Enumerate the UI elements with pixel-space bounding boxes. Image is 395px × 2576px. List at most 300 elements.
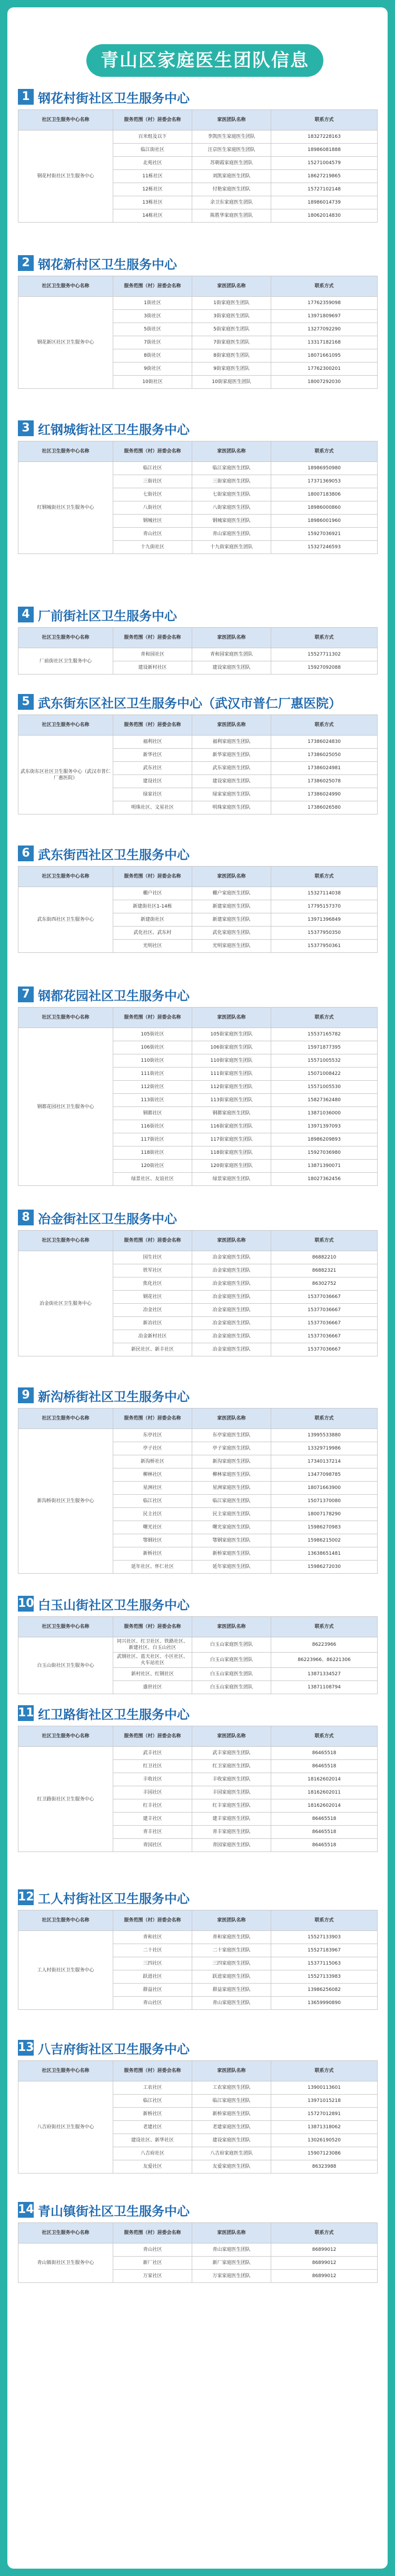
service-area-cell: 5街社区 bbox=[113, 323, 192, 336]
service-area-cell: 新村社区、红钢社区 bbox=[113, 1668, 192, 1681]
section-title: 白玉山街社区卫生服务中心 bbox=[38, 1597, 190, 1613]
section-number: 8 bbox=[18, 1210, 34, 1225]
column-header: 社区卫生服务中心名称 bbox=[18, 1910, 113, 1931]
team-name-cell: 118街家庭医生团队 bbox=[192, 1146, 271, 1160]
phone-cell: 18986014739 bbox=[271, 196, 378, 209]
section-number: 5 bbox=[18, 694, 34, 710]
service-area-cell: 丰园社区 bbox=[113, 1786, 192, 1799]
section-14 bbox=[18, 2200, 377, 2283]
phone-cell: 15727012891 bbox=[271, 2108, 378, 2121]
column-header: 联系方式 bbox=[271, 628, 378, 648]
column-header: 社区卫生服务中心名称 bbox=[18, 715, 113, 736]
team-name-cell: 10街家庭医生团队 bbox=[192, 376, 271, 389]
service-area-cell: 钢城社区 bbox=[113, 515, 192, 528]
phone-cell: 15271004579 bbox=[271, 157, 378, 170]
service-area-cell: 群益社区 bbox=[113, 1984, 192, 1997]
team-name-cell: 5街家庭医生团队 bbox=[192, 323, 271, 336]
phone-cell: 18986000860 bbox=[271, 501, 378, 515]
service-area-cell: 二十社区 bbox=[113, 1944, 192, 1957]
team-name-cell: 红丰家庭医生团队 bbox=[192, 1799, 271, 1813]
phone-cell: 15537165782 bbox=[271, 1028, 378, 1041]
service-area-cell: 红丰社区 bbox=[113, 1799, 192, 1813]
service-area-cell: 三四社区 bbox=[113, 1957, 192, 1970]
phone-cell: 17386025078 bbox=[271, 775, 378, 788]
table-row bbox=[18, 1747, 378, 1760]
phone-cell: 86465518 bbox=[271, 1826, 378, 1839]
section-header bbox=[18, 605, 377, 624]
phone-cell: 15986272030 bbox=[271, 1561, 378, 1574]
phone-cell: 17795157370 bbox=[271, 900, 378, 913]
column-header: 服务范围（村）居委会名称 bbox=[113, 2061, 192, 2081]
table-row bbox=[18, 1429, 378, 1442]
team-name-cell: 临江家庭医生团队 bbox=[192, 462, 271, 475]
column-header: 社区卫生服务中心名称 bbox=[18, 1726, 113, 1747]
team-name-cell: 延年家庭医生团队 bbox=[192, 1561, 271, 1574]
team-name-cell: 武化家庭医生团队 bbox=[192, 927, 271, 940]
table-row bbox=[18, 297, 378, 310]
service-area-cell: 七街社区 bbox=[113, 488, 192, 501]
team-name-cell: 老建家庭医生团队 bbox=[192, 2121, 271, 2134]
phone-cell: 18986209893 bbox=[271, 1133, 378, 1146]
phone-cell: 86302752 bbox=[271, 1277, 378, 1291]
phone-cell: 17762359098 bbox=[271, 297, 378, 310]
team-name-cell: 明珠家庭医生团队 bbox=[192, 801, 271, 814]
team-table bbox=[18, 1726, 378, 1852]
phone-cell: 13871036000 bbox=[271, 1107, 378, 1120]
service-area-cell: 钢花社区 bbox=[113, 1291, 192, 1304]
column-header: 服务范围（村）居委会名称 bbox=[113, 1910, 192, 1931]
phone-cell: 17386026580 bbox=[271, 801, 378, 814]
phone-cell: 17762300201 bbox=[271, 363, 378, 376]
column-header: 联系方式 bbox=[271, 276, 378, 297]
team-name-cell: 新沟家庭医生团队 bbox=[192, 1455, 271, 1468]
team-name-cell: 工农家庭医生团队 bbox=[192, 2081, 271, 2095]
team-table bbox=[18, 715, 378, 814]
team-name-cell: 丰收家庭医生团队 bbox=[192, 1773, 271, 1786]
column-header: 家医团队名称 bbox=[192, 2061, 271, 2081]
team-name-cell: 红卫家庭医生团队 bbox=[192, 1760, 271, 1773]
column-header: 社区卫生服务中心名称 bbox=[18, 110, 113, 130]
phone-cell: 15571005532 bbox=[271, 1054, 378, 1068]
phone-cell: 15727102148 bbox=[271, 183, 378, 196]
team-name-cell: 钢城家庭医生团队 bbox=[192, 515, 271, 528]
phone-cell: 15927092088 bbox=[271, 661, 378, 675]
team-name-cell: 柳林家庭医生团队 bbox=[192, 1468, 271, 1482]
phone-cell: 15377115063 bbox=[271, 1957, 378, 1970]
service-area-cell: 曙光社区 bbox=[113, 1521, 192, 1534]
section-header bbox=[18, 2200, 377, 2219]
team-name-cell: 116街家庭医生团队 bbox=[192, 1120, 271, 1133]
service-area-cell: 青和园社区 bbox=[113, 648, 192, 661]
section-number: 3 bbox=[18, 420, 34, 436]
team-name-cell: 二十家庭医生团队 bbox=[192, 1944, 271, 1957]
service-area-cell: 福利社区 bbox=[113, 736, 192, 749]
column-header: 家医团队名称 bbox=[192, 441, 271, 462]
service-area-cell: 明珠社区、文星社区 bbox=[113, 801, 192, 814]
team-name-cell: 新桥家庭医生团队 bbox=[192, 2108, 271, 2121]
team-name-cell: 冶金家庭医生团队 bbox=[192, 1343, 271, 1356]
section-5 bbox=[18, 692, 377, 814]
column-header: 家医团队名称 bbox=[192, 1408, 271, 1429]
team-name-cell: 新华家庭医生团队 bbox=[192, 749, 271, 762]
service-area-cell: 东亭社区 bbox=[113, 1429, 192, 1442]
column-header: 联系方式 bbox=[271, 867, 378, 887]
team-name-cell: 绿家家庭医生团队 bbox=[192, 788, 271, 801]
section-1 bbox=[18, 87, 377, 223]
team-table bbox=[18, 866, 378, 953]
column-header: 社区卫生服务中心名称 bbox=[18, 1231, 113, 1251]
service-area-cell: 丰收社区 bbox=[113, 1773, 192, 1786]
team-name-cell: 光明家庭医生团队 bbox=[192, 940, 271, 953]
section-2 bbox=[18, 254, 377, 389]
phone-cell: 13317182168 bbox=[271, 336, 378, 349]
center-name-cell: 八吉府街社区卫生服务中心 bbox=[18, 2081, 113, 2174]
column-header: 联系方式 bbox=[271, 441, 378, 462]
phone-cell: 15986215002 bbox=[271, 1534, 378, 1547]
team-name-cell: 新厂家庭医生团队 bbox=[192, 2257, 271, 2270]
phone-cell: 15927036980 bbox=[271, 1146, 378, 1160]
column-header: 联系方式 bbox=[271, 2223, 378, 2243]
team-name-cell: 七街家庭医生团队 bbox=[192, 488, 271, 501]
service-area-cell: 老建社区 bbox=[113, 2121, 192, 2134]
service-area-cell: 新厂社区 bbox=[113, 2257, 192, 2270]
service-area-cell: 工农社区 bbox=[113, 2081, 192, 2095]
phone-cell: 15377036667 bbox=[271, 1317, 378, 1330]
service-area-cell: 冶金新村社区 bbox=[113, 1330, 192, 1343]
phone-cell: 15377950350 bbox=[271, 927, 378, 940]
section-header bbox=[18, 1888, 377, 1907]
team-table bbox=[18, 276, 378, 389]
section-title: 厂前街社区卫生服务中心 bbox=[38, 608, 177, 623]
service-area-cell: 临江社区 bbox=[113, 462, 192, 475]
page-title: 青山区家庭医生团队信息 bbox=[86, 44, 323, 77]
service-area-cell: 113街社区 bbox=[113, 1094, 192, 1107]
service-area-cell: 120街社区 bbox=[113, 1160, 192, 1173]
team-name-cell: 冶金家庭医生团队 bbox=[192, 1251, 271, 1264]
phone-cell: 15907123086 bbox=[271, 2147, 378, 2160]
team-table bbox=[18, 1616, 378, 1694]
column-header: 社区卫生服务中心名称 bbox=[18, 1008, 113, 1028]
service-area-cell: 绿家社区 bbox=[113, 788, 192, 801]
column-header: 社区卫生服务中心名称 bbox=[18, 628, 113, 648]
section-title: 钢都花园社区卫生服务中心 bbox=[38, 988, 190, 1003]
service-area-cell: 青山社区 bbox=[113, 1997, 192, 2010]
column-header: 联系方式 bbox=[271, 1231, 378, 1251]
team-name-cell: 白玉山家庭医生团队 bbox=[192, 1637, 271, 1653]
phone-cell: 13995533880 bbox=[271, 1429, 378, 1442]
column-header: 服务范围（村）居委会名称 bbox=[113, 1408, 192, 1429]
phone-cell: 18986001960 bbox=[271, 515, 378, 528]
phone-cell: 18327228163 bbox=[271, 130, 378, 144]
service-area-cell: 武丰社区 bbox=[113, 1747, 192, 1760]
phone-cell: 13971397093 bbox=[271, 1120, 378, 1133]
phone-cell: 13871108794 bbox=[271, 1681, 378, 1694]
table-row bbox=[18, 736, 378, 749]
team-name-cell: 建设家庭医生团队 bbox=[192, 661, 271, 675]
section-number: 10 bbox=[18, 1596, 34, 1612]
phone-cell: 13971015218 bbox=[271, 2095, 378, 2108]
column-header: 联系方式 bbox=[271, 1617, 378, 1637]
phone-cell: 15377036667 bbox=[271, 1304, 378, 1317]
team-table bbox=[18, 1408, 378, 1574]
page-frame bbox=[7, 7, 388, 2569]
team-name-cell: 青园家庭医生团队 bbox=[192, 1839, 271, 1852]
section-number: 6 bbox=[18, 846, 34, 861]
phone-cell: 15527133903 bbox=[271, 1931, 378, 1944]
team-name-cell: 1街家庭医生团队 bbox=[192, 297, 271, 310]
phone-cell: 86899012 bbox=[271, 2257, 378, 2270]
phone-cell: 17386024990 bbox=[271, 788, 378, 801]
column-header: 社区卫生服务中心名称 bbox=[18, 1408, 113, 1429]
column-header: 服务范围（村）居委会名称 bbox=[113, 628, 192, 648]
service-area-cell: 青山社区 bbox=[113, 528, 192, 541]
column-header: 服务范围（村）居委会名称 bbox=[113, 867, 192, 887]
section-title: 工人村街社区卫生服务中心 bbox=[38, 1891, 190, 1906]
section-number: 7 bbox=[18, 987, 34, 1002]
phone-cell: 15986270983 bbox=[271, 1521, 378, 1534]
team-name-cell: 付艳家庭医生团队 bbox=[192, 183, 271, 196]
service-area-cell: 1街社区 bbox=[113, 297, 192, 310]
phone-cell: 13871318062 bbox=[271, 2121, 378, 2134]
center-name-cell: 冶金街社区卫生服务中心 bbox=[18, 1251, 113, 1356]
center-name-cell: 红卫路街社区卫生服务中心 bbox=[18, 1747, 113, 1852]
team-name-cell: 余卫东家庭医生团队 bbox=[192, 196, 271, 209]
team-name-cell: 冶金家庭医生团队 bbox=[192, 1264, 271, 1277]
service-area-cell: 延年社区、怀仁社区 bbox=[113, 1561, 192, 1574]
service-area-cell: 105街社区 bbox=[113, 1028, 192, 1041]
section-7 bbox=[18, 985, 377, 1186]
phone-cell: 13971396849 bbox=[271, 913, 378, 927]
team-name-cell: 东亭家庭医生团队 bbox=[192, 1429, 271, 1442]
team-name-cell: 李凯医生家庭医生团队 bbox=[192, 130, 271, 144]
service-area-cell: 焦化社区 bbox=[113, 1277, 192, 1291]
team-name-cell: 陈胜华家庭医生团队 bbox=[192, 209, 271, 223]
column-header: 服务范围（村）居委会名称 bbox=[113, 1008, 192, 1028]
team-name-cell: 八街家庭医生团队 bbox=[192, 501, 271, 515]
team-name-cell: 白玉山家庭医生团队 bbox=[192, 1668, 271, 1681]
center-name-cell: 钢都花园社区卫生服务中心 bbox=[18, 1028, 113, 1186]
section-6 bbox=[18, 844, 377, 953]
team-name-cell: 106街家庭医生团队 bbox=[192, 1041, 271, 1054]
column-header: 家医团队名称 bbox=[192, 110, 271, 130]
service-area-cell: 建设社区 bbox=[113, 775, 192, 788]
phone-cell: 17340137214 bbox=[271, 1455, 378, 1468]
section-title: 冶金街社区卫生服务中心 bbox=[38, 1211, 177, 1226]
team-name-cell: 临江家庭医生团队 bbox=[192, 1495, 271, 1508]
team-name-cell: 3街家庭医生团队 bbox=[192, 310, 271, 323]
service-area-cell: 跃进社区 bbox=[113, 1970, 192, 1984]
column-header: 家医团队名称 bbox=[192, 1726, 271, 1747]
service-area-cell: 111街社区 bbox=[113, 1068, 192, 1081]
section-header bbox=[18, 1208, 377, 1227]
service-area-cell: 八吉府社区 bbox=[113, 2147, 192, 2160]
team-name-cell: 曙光家庭医生团队 bbox=[192, 1521, 271, 1534]
service-area-cell: 星洲社区 bbox=[113, 1482, 192, 1495]
team-name-cell: 亭子家庭医生团队 bbox=[192, 1442, 271, 1455]
section-header bbox=[18, 1704, 377, 1723]
team-name-cell: 三四家庭医生团队 bbox=[192, 1957, 271, 1970]
service-area-cell: 12栋社区 bbox=[113, 183, 192, 196]
table-row bbox=[18, 1637, 378, 1653]
team-name-cell: 冶金家庭医生团队 bbox=[192, 1330, 271, 1343]
team-name-cell: 8街家庭医生团队 bbox=[192, 349, 271, 363]
phone-cell: 86323988 bbox=[271, 2160, 378, 2174]
service-area-cell: 13栋社区 bbox=[113, 196, 192, 209]
section-number: 14 bbox=[18, 2202, 34, 2218]
service-area-cell: 112街社区 bbox=[113, 1081, 192, 1094]
team-name-cell: 友爱家庭医生团队 bbox=[192, 2160, 271, 2174]
service-area-cell: 百米组及以下 bbox=[113, 130, 192, 144]
service-area-cell: 友爱社区 bbox=[113, 2160, 192, 2174]
service-area-cell: 青山社区 bbox=[113, 2243, 192, 2257]
phone-cell: 18986081888 bbox=[271, 144, 378, 157]
column-header: 联系方式 bbox=[271, 110, 378, 130]
phone-cell: 15377950361 bbox=[271, 940, 378, 953]
service-area-cell: 110街社区 bbox=[113, 1054, 192, 1068]
phone-cell: 13638651481 bbox=[271, 1547, 378, 1561]
column-header: 家医团队名称 bbox=[192, 276, 271, 297]
section-title: 八吉府街社区卫生服务中心 bbox=[38, 2041, 190, 2057]
team-name-cell: 7街家庭医生团队 bbox=[192, 336, 271, 349]
service-area-cell: 新建街社区 bbox=[113, 913, 192, 927]
phone-cell: 15327114038 bbox=[271, 887, 378, 900]
team-name-cell: 111街家庭医生团队 bbox=[192, 1068, 271, 1081]
section-header bbox=[18, 1594, 377, 1613]
phone-cell: 18162602011 bbox=[271, 1786, 378, 1799]
column-header: 家医团队名称 bbox=[192, 867, 271, 887]
service-area-cell: 盛世社区 bbox=[113, 1681, 192, 1694]
team-name-cell: 绿景家庭医生团队 bbox=[192, 1173, 271, 1186]
phone-cell: 18007178290 bbox=[271, 1508, 378, 1521]
service-area-cell: 同兴社区、红卫社区、铁路社区、新建社区、白玉山社区 bbox=[113, 1637, 192, 1653]
team-name-cell: 棚户家庭医生团队 bbox=[192, 887, 271, 900]
team-name-cell: 112街家庭医生团队 bbox=[192, 1081, 271, 1094]
team-name-cell: 9街家庭医生团队 bbox=[192, 363, 271, 376]
service-area-cell: 建设新村社区 bbox=[113, 661, 192, 675]
center-name-cell: 武东街西社区卫生服务中心 bbox=[18, 887, 113, 953]
phone-cell: 17386024981 bbox=[271, 762, 378, 775]
column-header: 服务范围（村）居委会名称 bbox=[113, 1617, 192, 1637]
team-name-cell: 117街家庭医生团队 bbox=[192, 1133, 271, 1146]
section-title: 武东街东区社区卫生服务中心（武汉市普仁厂惠医院） bbox=[38, 696, 341, 711]
phone-cell: 13871334527 bbox=[271, 1668, 378, 1681]
service-area-cell: 柳林社区 bbox=[113, 1468, 192, 1482]
service-area-cell: 红卫社区 bbox=[113, 1760, 192, 1773]
phone-cell: 86465518 bbox=[271, 1813, 378, 1826]
service-area-cell: 北苑社区 bbox=[113, 157, 192, 170]
team-name-cell: 青山家庭医生团队 bbox=[192, 528, 271, 541]
column-header: 社区卫生服务中心名称 bbox=[18, 867, 113, 887]
table-row bbox=[18, 648, 378, 661]
service-area-cell: 青丰社区 bbox=[113, 1826, 192, 1839]
service-area-cell: 亭子社区 bbox=[113, 1442, 192, 1455]
service-area-cell: 铁军社区 bbox=[113, 1264, 192, 1277]
team-table bbox=[18, 2222, 378, 2283]
service-area-cell: 棚户社区 bbox=[113, 887, 192, 900]
team-name-cell: 三街家庭医生团队 bbox=[192, 475, 271, 488]
team-name-cell: 青山家庭医生团队 bbox=[192, 1997, 271, 2010]
team-name-cell: 刘凯家庭医生团队 bbox=[192, 170, 271, 183]
center-name-cell: 厂前街社区卫生服务中心 bbox=[18, 648, 113, 675]
service-area-cell: 三街社区 bbox=[113, 475, 192, 488]
column-header: 家医团队名称 bbox=[192, 1231, 271, 1251]
service-area-cell: 10街社区 bbox=[113, 376, 192, 389]
section-8 bbox=[18, 1208, 377, 1356]
service-area-cell: 万家社区 bbox=[113, 2270, 192, 2283]
phone-cell: 15927036921 bbox=[271, 528, 378, 541]
service-area-cell: 11栋社区 bbox=[113, 170, 192, 183]
team-table bbox=[18, 1910, 378, 2010]
phone-cell: 86465518 bbox=[271, 1760, 378, 1773]
phone-cell: 86465518 bbox=[271, 1839, 378, 1852]
phone-cell: 15377036667 bbox=[271, 1291, 378, 1304]
team-table bbox=[18, 1007, 378, 1186]
service-area-cell: 冶金社区 bbox=[113, 1304, 192, 1317]
service-area-cell: 新桥社区 bbox=[113, 1547, 192, 1561]
table-row bbox=[18, 130, 378, 144]
phone-cell: 13329719986 bbox=[271, 1442, 378, 1455]
section-title: 红钢城街社区卫生服务中心 bbox=[38, 422, 190, 437]
service-area-cell: 临江街社区 bbox=[113, 144, 192, 157]
column-header: 家医团队名称 bbox=[192, 628, 271, 648]
service-area-cell: 八街社区 bbox=[113, 501, 192, 515]
column-header: 联系方式 bbox=[271, 1726, 378, 1747]
team-name-cell: 武东家庭医生团队 bbox=[192, 762, 271, 775]
team-name-cell: 十九街家庭医生团队 bbox=[192, 541, 271, 554]
column-header: 社区卫生服务中心名称 bbox=[18, 2223, 113, 2243]
team-name-cell: 建设家庭医生团队 bbox=[192, 2134, 271, 2147]
team-name-cell: 青和家庭医生团队 bbox=[192, 1931, 271, 1944]
phone-cell: 13477098785 bbox=[271, 1468, 378, 1482]
team-name-cell: 汪京医生家庭医生团队 bbox=[192, 144, 271, 157]
phone-cell: 86223966 bbox=[271, 1637, 378, 1653]
team-table bbox=[18, 441, 378, 554]
section-header bbox=[18, 87, 377, 106]
table-row bbox=[18, 887, 378, 900]
phone-cell: 15971877395 bbox=[271, 1041, 378, 1054]
phone-cell: 18986950980 bbox=[271, 462, 378, 475]
team-name-cell: 苏朝霞家庭医生团队 bbox=[192, 157, 271, 170]
section-header bbox=[18, 985, 377, 1004]
phone-cell: 86223966、86221306 bbox=[271, 1653, 378, 1668]
section-3 bbox=[18, 419, 377, 554]
column-header: 联系方式 bbox=[271, 715, 378, 736]
phone-cell: 17386024830 bbox=[271, 736, 378, 749]
team-name-cell: 青丰家庭医生团队 bbox=[192, 1826, 271, 1839]
phone-cell: 86899012 bbox=[271, 2243, 378, 2257]
service-area-cell: 14栋社区 bbox=[113, 209, 192, 223]
service-area-cell: 国生社区 bbox=[113, 1251, 192, 1264]
column-header: 联系方式 bbox=[271, 1408, 378, 1429]
team-name-cell: 临江家庭医生团队 bbox=[192, 2095, 271, 2108]
phone-cell: 18007183806 bbox=[271, 488, 378, 501]
phone-cell: 15527183967 bbox=[271, 1944, 378, 1957]
section-11 bbox=[18, 1704, 377, 1852]
team-name-cell: 万家家庭医生团队 bbox=[192, 2270, 271, 2283]
team-name-cell: 福利家庭医生团队 bbox=[192, 736, 271, 749]
phone-cell: 86882321 bbox=[271, 1264, 378, 1277]
section-header bbox=[18, 844, 377, 863]
service-area-cell: 临江社区 bbox=[113, 1495, 192, 1508]
phone-cell: 18627219865 bbox=[271, 170, 378, 183]
table-row bbox=[18, 2243, 378, 2257]
service-area-cell: 武钢社区、蓝天社区、小区社区、火车站社区 bbox=[113, 1653, 192, 1668]
service-area-cell: 光明社区 bbox=[113, 940, 192, 953]
section-title: 红卫路街社区卫生服务中心 bbox=[38, 1707, 190, 1722]
table-row bbox=[18, 1251, 378, 1264]
phone-cell: 86899012 bbox=[271, 2270, 378, 2283]
section-title: 钢花新村区卫生服务中心 bbox=[38, 257, 177, 272]
